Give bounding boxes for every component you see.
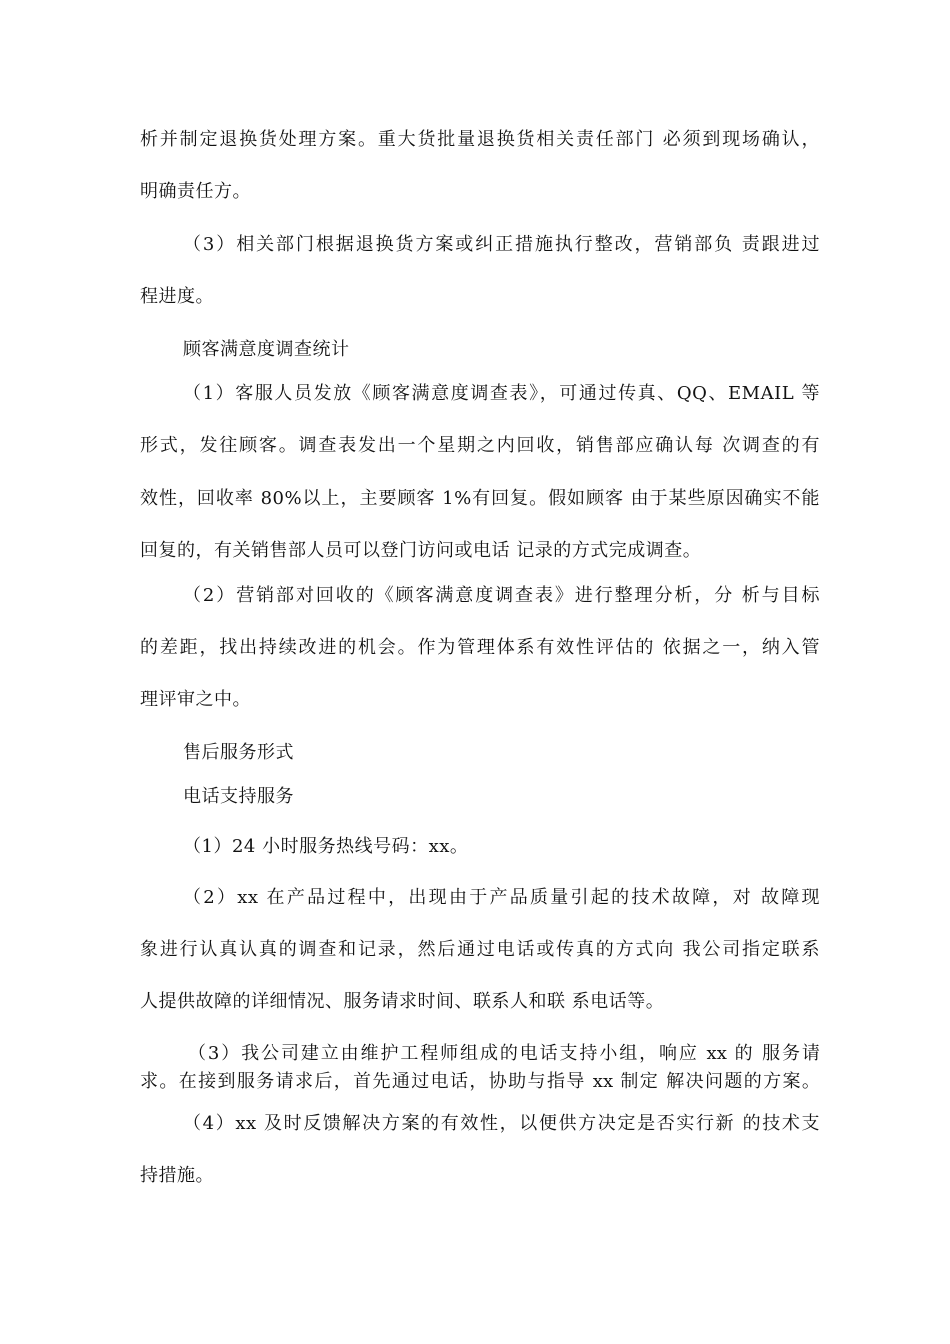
paragraph-line: 析并制定退换货处理方案。重大货批量退换货相关责任部门 必须到现场确认， — [140, 129, 820, 150]
paragraph-line: （1）24 小时服务热线号码：xx。 — [183, 836, 469, 857]
paragraph-line: 求。在接到服务请求后，首先通过电话，协助与指导 xx 制定 解决问题的方案。 — [140, 1071, 820, 1092]
paragraph-line: 形式，发往顾客。调查表发出一个星期之内回收，销售部应确认每 次调查的有 — [140, 435, 820, 456]
paragraph-line: 程进度。 — [140, 286, 214, 307]
paragraph-line: （2）xx 在产品过程中，出现由于产品质量引起的技术故障，对 故障现 — [183, 887, 820, 908]
paragraph-line: （3）我公司建立由维护工程师组成的电话支持小组，响应 xx 的 服务请 — [188, 1043, 820, 1064]
paragraph-line: 效性，回收率 80%以上，主要顾客 1%有回复。假如顾客 由于某些原因确实不能 — [140, 488, 820, 509]
paragraph-line: （2）营销部对回收的《顾客满意度调查表》进行整理分析，分 析与目标 — [183, 585, 820, 606]
paragraph-line: 的差距，找出持续改进的机会。作为管理体系有效性评估的 依据之一，纳入管 — [140, 637, 820, 658]
paragraph-line: 回复的，有关销售部人员可以登门访问或电话 记录的方式完成调查。 — [140, 540, 702, 561]
section-heading: 顾客满意度调查统计 — [183, 339, 350, 360]
paragraph-line: （3）相关部门根据退换货方案或纠正措施执行整改，营销部负 责跟进过 — [183, 234, 820, 255]
section-heading: 电话支持服务 — [183, 786, 294, 807]
paragraph-line: （1）客服人员发放《顾客满意度调查表》，可通过传真、QQ、EMAIL 等 — [183, 383, 820, 404]
paragraph-line: 持措施。 — [140, 1165, 214, 1186]
section-heading: 售后服务形式 — [183, 742, 294, 763]
paragraph-line: 明确责任方。 — [140, 181, 251, 202]
paragraph-line: 象进行认真认真的调查和记录，然后通过电话或传真的方式向 我公司指定联系 — [140, 939, 820, 960]
paragraph-line: 人提供故障的详细情况、服务请求时间、联系人和联 系电话等。 — [140, 991, 665, 1012]
paragraph-line: 理评审之中。 — [140, 689, 251, 710]
paragraph-line: （4）xx 及时反馈解决方案的有效性，以便供方决定是否实行新 的技术支 — [183, 1113, 820, 1134]
